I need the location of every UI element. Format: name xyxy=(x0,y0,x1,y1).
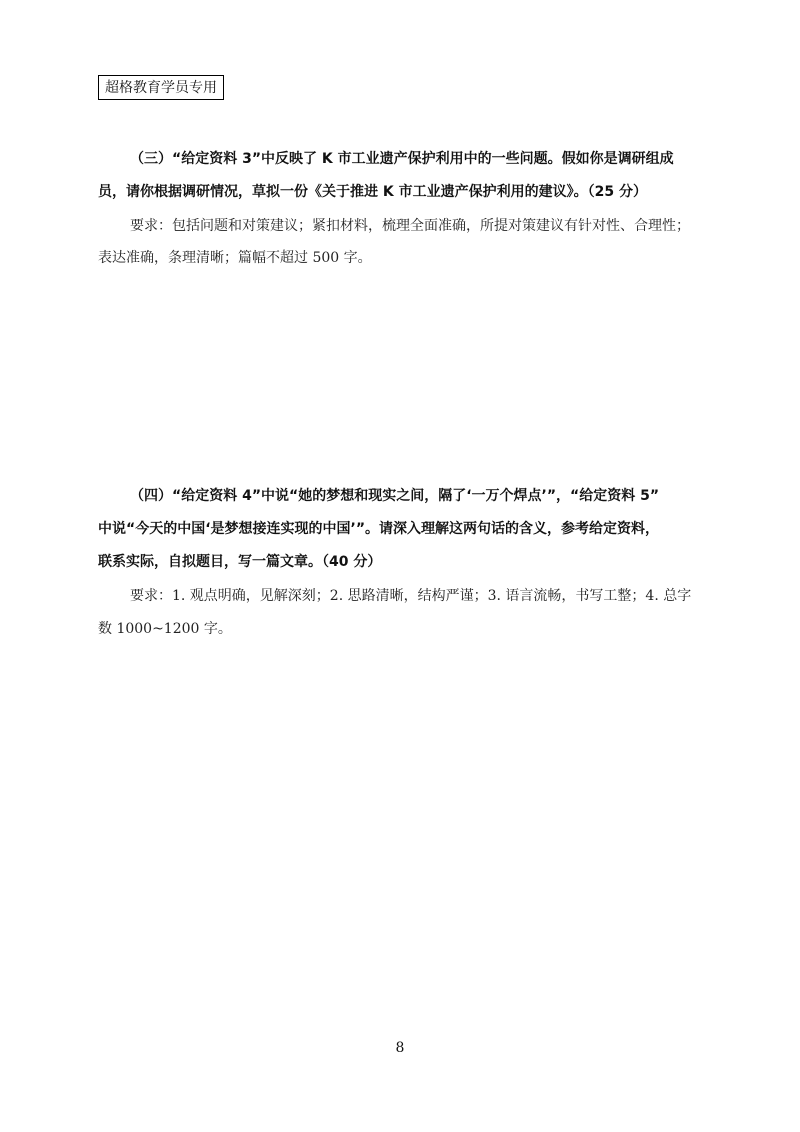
question-4-line-3: 联系实际，自拟题目，写一篇文章。（40 分） xyxy=(98,554,382,570)
question-3 xyxy=(98,150,718,270)
question-4-requirement-line-2: 数 1000~1200 字。 xyxy=(98,621,232,637)
question-4 xyxy=(98,487,718,637)
question-3-requirement-line-1: 要求：包括问题和对策建议；紧扣材料，梳理全面准确，所提对策建议有针对性、合理性； xyxy=(130,218,690,234)
question-3-line-1: （三）“给定资料 3”中反映了 K 市工业遗产保护利用中的一些问题。假如你是调研组成 xyxy=(130,151,674,167)
question-4-line-2: 中说“今天的中国‘是梦想接连实现的中国’”。请深入理解这两句话的含义，参考给定资料， xyxy=(98,521,660,537)
question-3-line-2: 员，请你根据调研情况，草拟一份《关于推进 K 市工业遗产保护利用的建议》。（25 分） xyxy=(98,184,647,200)
header-stamp: 超格教育学员专用 xyxy=(98,75,224,100)
question-4-line-1: （四）“给定资料 4”中说“她的梦想和现实之间，隔了‘一万个焊点’”，“给定资料 5” xyxy=(130,488,660,504)
page-number: 8 xyxy=(395,1040,405,1056)
question-4-requirement-line-1: 要求：1. 观点明确，见解深刻；2. 思路清晰，结构严谨；3. 语言流畅，书写工整；4. 总字 xyxy=(130,588,692,604)
question-3-requirement-line-2: 表达准确，条理清晰；篇幅不超过 500 字。 xyxy=(98,250,372,266)
